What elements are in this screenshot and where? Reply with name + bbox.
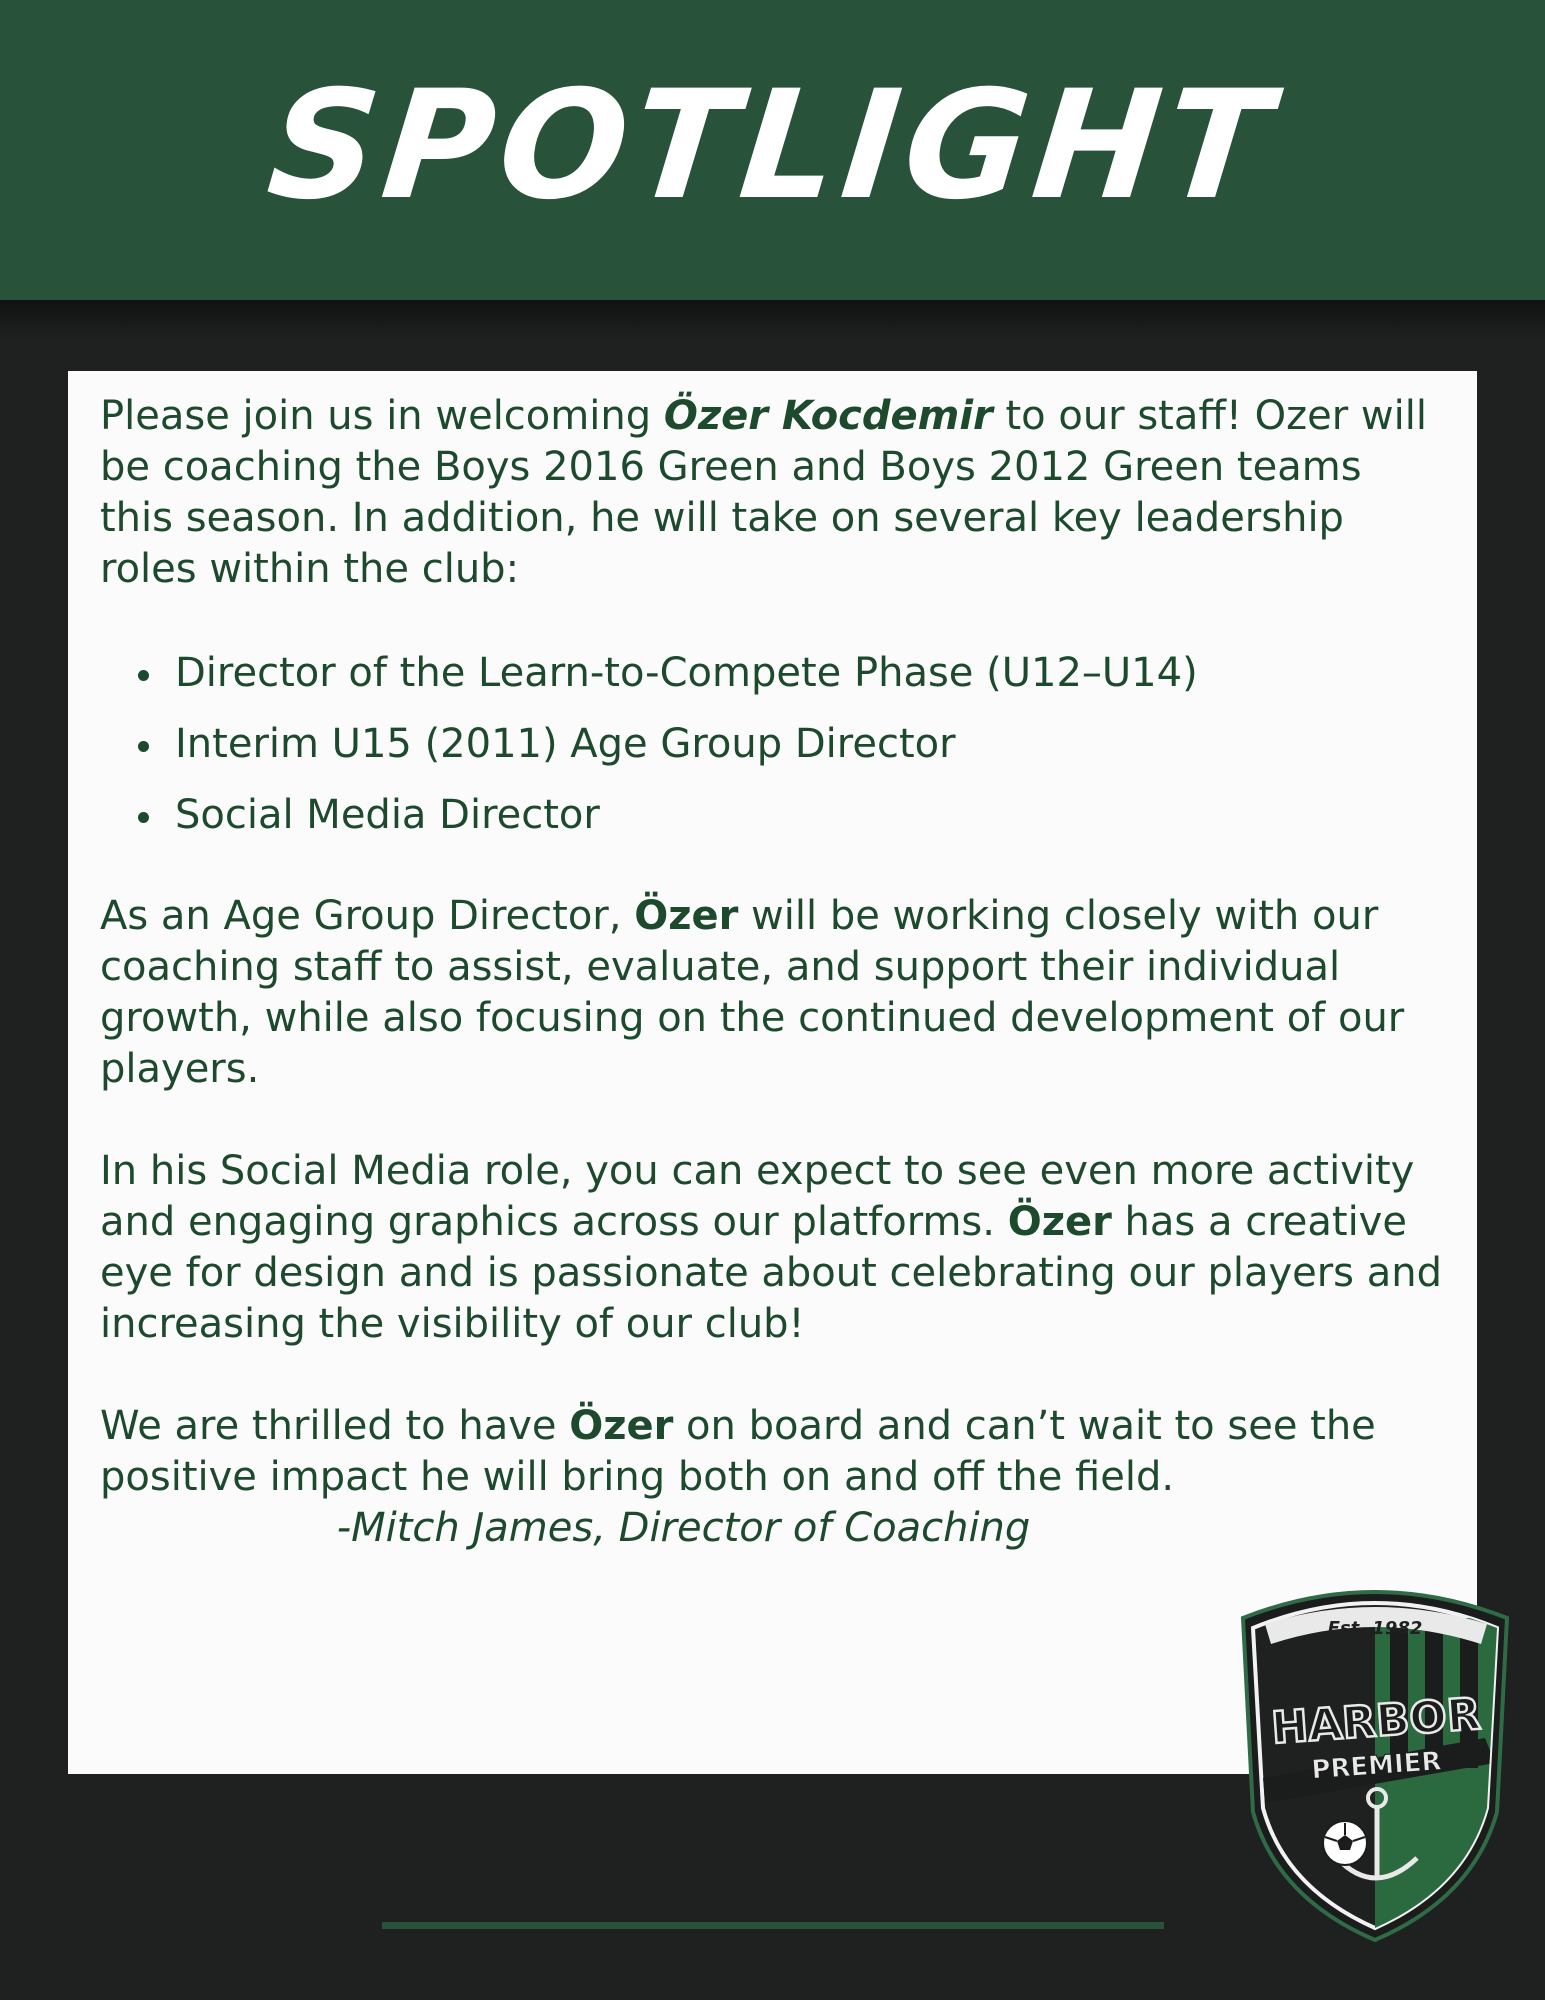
coach-name: Özer Kocdemir	[663, 393, 993, 439]
role-item: Director of the Learn-to-Compete Phase (U12–U14)	[175, 638, 1447, 709]
signature: -Mitch James, Director of Coaching	[336, 1505, 1031, 1551]
roles-list	[100, 638, 1447, 851]
role-item: Social Media Director	[175, 780, 1447, 851]
name-emphasis: Özer	[1007, 1199, 1112, 1245]
age-group-paragraph	[100, 891, 1447, 1095]
closing-paragraph	[100, 1401, 1447, 1503]
paragraph2-lead: As an Age Group Director,	[100, 893, 635, 939]
role-item: Interim U15 (2011) Age Group Director	[175, 709, 1447, 780]
name-emphasis: Özer	[569, 1403, 674, 1449]
crest-established: Est. 1982	[1327, 1618, 1423, 1639]
social-media-paragraph	[100, 1146, 1447, 1350]
crest-name: HARBOR	[1269, 1688, 1483, 1755]
soccer-ball-icon	[1323, 1821, 1367, 1865]
header-banner	[0, 0, 1545, 300]
paragraph2-tail: will be working closely with our coaching staff to assist, evaluate, and support their individual growth, while also focusing on the continued development of our players.	[100, 893, 1405, 1092]
footer-divider	[382, 1922, 1164, 1929]
paragraph4-tail: on board and can’t wait to see the positive impact he will bring both on and off the field.	[100, 1403, 1376, 1500]
paragraph4-lead: We are thrilled to have	[100, 1403, 570, 1449]
name-emphasis: Özer	[634, 893, 739, 939]
intro-lead: Please join us in welcoming	[100, 393, 664, 439]
harbor-premier-crest-logo	[1225, 1588, 1525, 1948]
paragraph3-lead: In his Social Media role, you can expect to see even more activity and engaging graphics across our platforms.	[100, 1148, 1415, 1245]
announcement-card	[68, 371, 1477, 1774]
header-shadow	[0, 300, 1545, 340]
intro-paragraph	[100, 391, 1447, 595]
crest-subname: PREMIER	[1310, 1746, 1443, 1786]
paragraph3-tail: has a creative eye for design and is passionate about celebrating our players and increasing the visibility of our club!	[100, 1199, 1442, 1347]
intro-tail: to our staff! Ozer will be coaching the Boys 2016 Green and Boys 2012 Green teams this season. In addition, he will take on several key leadership roles within the club:	[100, 393, 1427, 592]
page-title: SPOTLIGHT	[261, 59, 1284, 233]
